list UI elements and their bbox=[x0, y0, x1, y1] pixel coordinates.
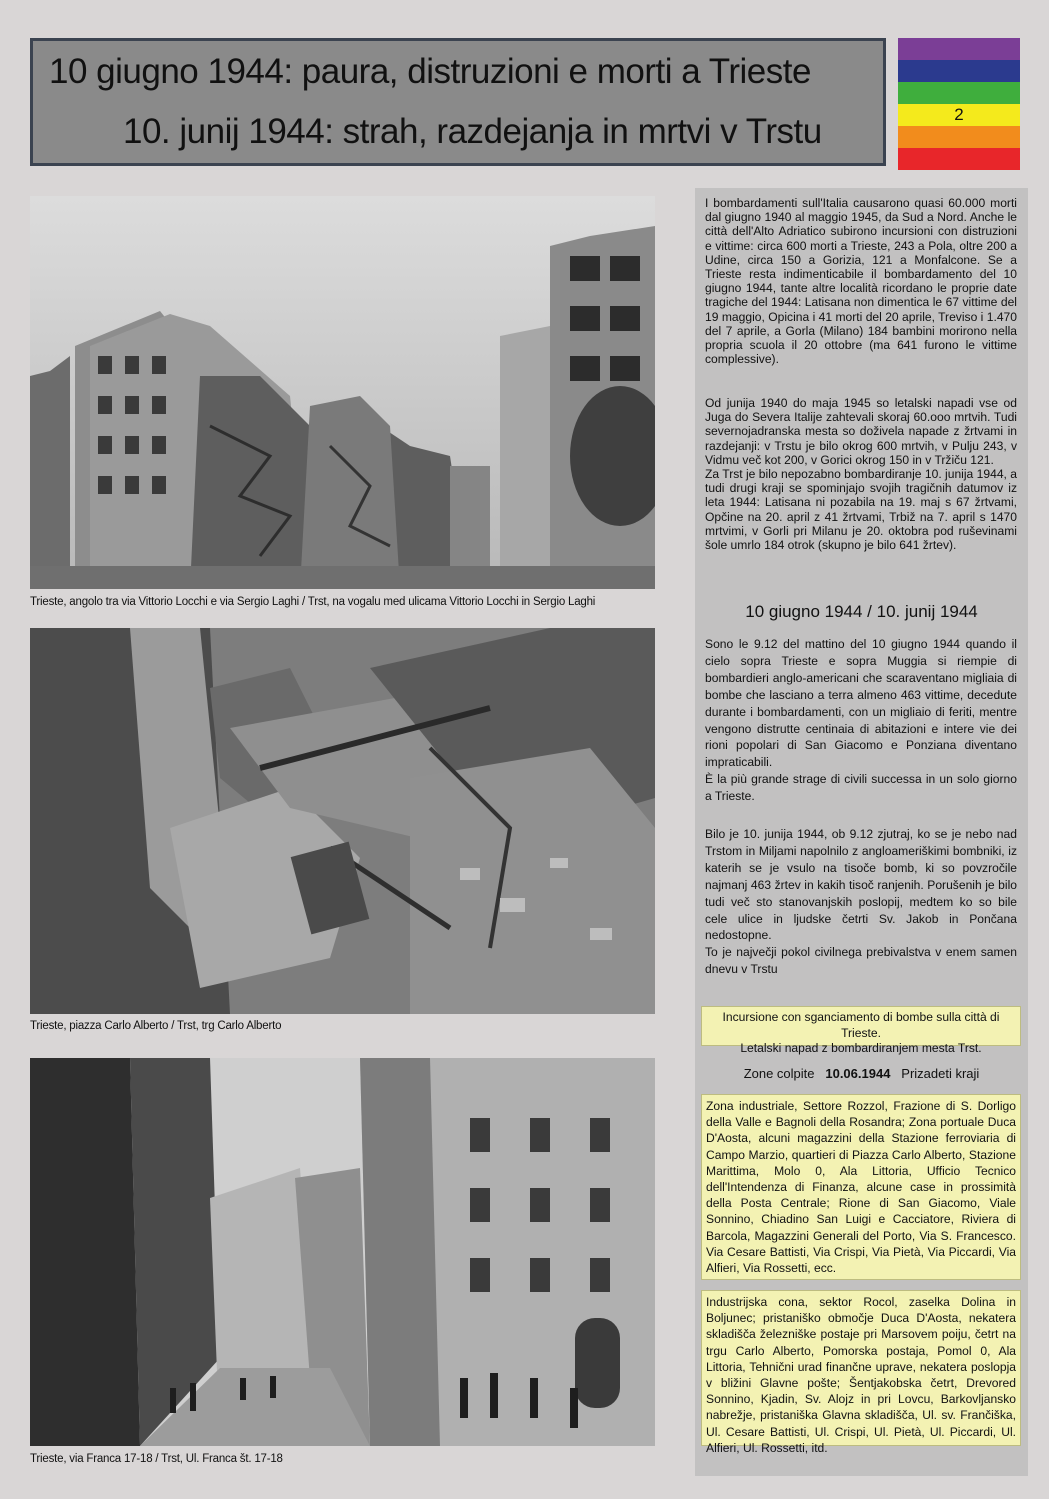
zones-date: 10.06.1944 bbox=[825, 1066, 891, 1081]
zones-text-sl: Industrijska cona, sektor Rocol, zaselka Dolina in Boljunec; pristaniško območje Duca D'Aosta, nekatera skladišča železniške postaje pri Marsovem poiju, četrt na trgu Carlo Alberto, Pomorska postaja, Pomol 0, Ala Littoria, Tehnični urad finančne uprave, nekatera poslopja v bližini Glavne pošte; Šentjakobska četrt, Drevored Sonnino, Kjadin, Sv. Alojz in pri Lovcu, Barkovljansko nabrežje, pristaniška Glavna skladišča, Ul. sv. Frančiška, Ul. Cesare Battisti, Ul. Crispi, Ul. Pietà, Ul. Piccardi, Ul. Alfieri, Ul. Rossetti, itd. bbox=[706, 1295, 1016, 1455]
photo-ruined-buildings-locchi bbox=[30, 196, 655, 589]
title-italian: 10 giugno 1944: paura, distruzioni e morti a Trieste bbox=[49, 52, 811, 91]
legend-text-sl: Letalski napad z bombardiranjem mesta Trst. bbox=[740, 1041, 982, 1055]
title-banner bbox=[30, 38, 886, 166]
intro-text-it bbox=[705, 196, 1017, 366]
page-number: 2 bbox=[954, 105, 964, 124]
zones-text-it: Zona industriale, Settore Rozzol, Frazione di S. Dorligo della Valle e Bagnoli della Rosandra; Zona portuale Duca D'Aosta, alcuni magazzini della Stazione ferroviaria di Campo Marzio, quartieri di Piazza Carlo Alberto, Stazione Marittima, Molo 0, Ala Littoria, Ufficio Tecnico dell'Intendenza di Finanza, alcune case in prossimità della Posta Centrale; Rione di San Giacomo, Viale Sonnino, Chiadino San Luigi e Cacciatore, Riviera di Barcola, Magazzini Generali del Porto, Via S. Francesco. Via Cesare Battisti, Via Crispi, Via Pietà, Via Piccardi, Via Alfieri, Via Rossetti, ecc. bbox=[706, 1099, 1016, 1276]
photo-rubble-carlo-alberto bbox=[30, 628, 655, 1014]
title-slovene: 10. junij 1944: strah, razdejanja in mrtvi v Trstu bbox=[123, 112, 822, 151]
legend-box bbox=[701, 1006, 1021, 1055]
stripe-purple bbox=[898, 38, 1020, 60]
section-heading: 10 giugno 1944 / 10. junij 1944 bbox=[745, 602, 978, 621]
stripe-green bbox=[898, 82, 1020, 104]
photo-caption: Trieste, piazza Carlo Alberto / Trst, trg Carlo Alberto bbox=[30, 1020, 282, 1032]
intro-paragraph-it: I bombardamenti sull'Italia causarono quasi 60.000 morti dal giugno 1940 al maggio 1945, da Sud a Nord. Anche le città dell'Alto Adriatico subirono incursioni con distruzioni e vittime: circa 600 morti a Trieste, 243 a Pola, oltre 200 a Udine, circa 150 a Gorizia, 121 a Monfalcone. Se a Trieste resta indimenticabile il bombardamento del 10 giugno 1944, tante altre località ricordano le proprie date tragiche del 1944: Latisana non dimentica le 67 vittime del 19 maggio, Opicina i 41 morti del 20 aprile, Treviso i 1.470 del 7 aprile, a Gorla (Milano) 184 bambini morirono nella propria scuola il 20 ottobre (ma 641 furono le vittime complessive). bbox=[705, 196, 1017, 367]
june10-text-it bbox=[705, 636, 1017, 805]
zones-label-sl: Prizadeti kraji bbox=[901, 1066, 980, 1081]
photo-caption: Trieste, via Franca 17-18 / Trst, Ul. Franca št. 17-18 bbox=[30, 1453, 283, 1465]
stripe-red bbox=[898, 148, 1020, 170]
stripe-orange bbox=[898, 126, 1020, 148]
june10-paragraph-sl1: Bilo je 10. junija 1944, ob 9.12 zjutraj, ko se je nebo nad Trstom in Miljami napolnilo z angloameriškimi bombniki, iz katerih se je vsulo na tisoče bomb, ki so povzročile najmanj 463 žrtev in kakih tisoč ranjenih. Porušenih je bilo tudi več sto stanovanjskih poslopij, medtem ko so bile cele ulice in ljudske četrti Sv. Jakob in Pončana nedostopne. bbox=[705, 827, 1017, 943]
intro-paragraph-sl2: Za Trst je bilo nepozabno bombardiranje 10. junija 1944, a tudi drugi kraji se spominjajo svojih tragičnih datumov iz leta 1944: Latisana ni pozabila na 19. maj s 67 žrtvami, Opčine na 20. april z 41 žrtvami, Trbiž na 7. april s 1470 mrtvimi, v Gorli pri Milanu je 20. oktobra pod ruševinami šole umrlo 184 otrok (skupno je bilo 641 žrtev). bbox=[705, 467, 1017, 553]
zones-box-it bbox=[701, 1094, 1021, 1280]
legend-text-it: Incursione con sganciamento di bombe sulla città di Trieste. bbox=[722, 1010, 1000, 1040]
june10-text-sl bbox=[705, 826, 1017, 978]
photo-caption: Trieste, angolo tra via Vittorio Locchi e via Sergio Laghi / Trst, na vogalu med ulicama Vittorio Locchi in Sergio Laghi bbox=[30, 596, 596, 608]
intro-text-sl bbox=[705, 396, 1017, 552]
zones-box-sl bbox=[701, 1290, 1021, 1455]
zones-label-it: Zone colpite bbox=[743, 1066, 815, 1081]
june10-paragraph-it2: È la più grande strage di civili successa in un solo giorno a Trieste. bbox=[705, 772, 1017, 804]
zones-heading bbox=[695, 1066, 1028, 1081]
photo-via-franca bbox=[30, 1058, 655, 1446]
stripe-yellow bbox=[898, 104, 1020, 126]
color-stripes bbox=[898, 38, 1020, 170]
intro-paragraph-sl1: Od junija 1940 do maja 1945 so letalski napadi vse od Juga do Severa Italije zahtevali skoraj 60.ooo mrtvih. Tudi severnojadranska mesta so doživela napade z žrtvami in razdejanji: v Trstu je bilo okrog 600 mrtvih, v Pulju 243, v Vidmu več kot 200, v Gorici okrog 150 in v Tržiču 121. bbox=[705, 396, 1017, 467]
june10-paragraph-sl2: To je največji pokol civilnega prebivalstva v enem samen dnevu v Trstu bbox=[705, 945, 1017, 977]
june10-paragraph-it1: Sono le 9.12 del mattino del 10 giugno 1944 quando il cielo sopra Trieste e sopra Muggia si riempie di bombardieri anglo-americani che scaraventano migliaia di bombe che lasciano a terra almeno 463 vittime, decedute durante i bombardamenti, con un migliaio di feriti, mentre vengono distrutte centinaia di abitazioni e intere vie dei rioni popolari di San Giacomo e Ponziana diventano impraticabili. bbox=[705, 637, 1017, 770]
stripe-blue bbox=[898, 60, 1020, 82]
